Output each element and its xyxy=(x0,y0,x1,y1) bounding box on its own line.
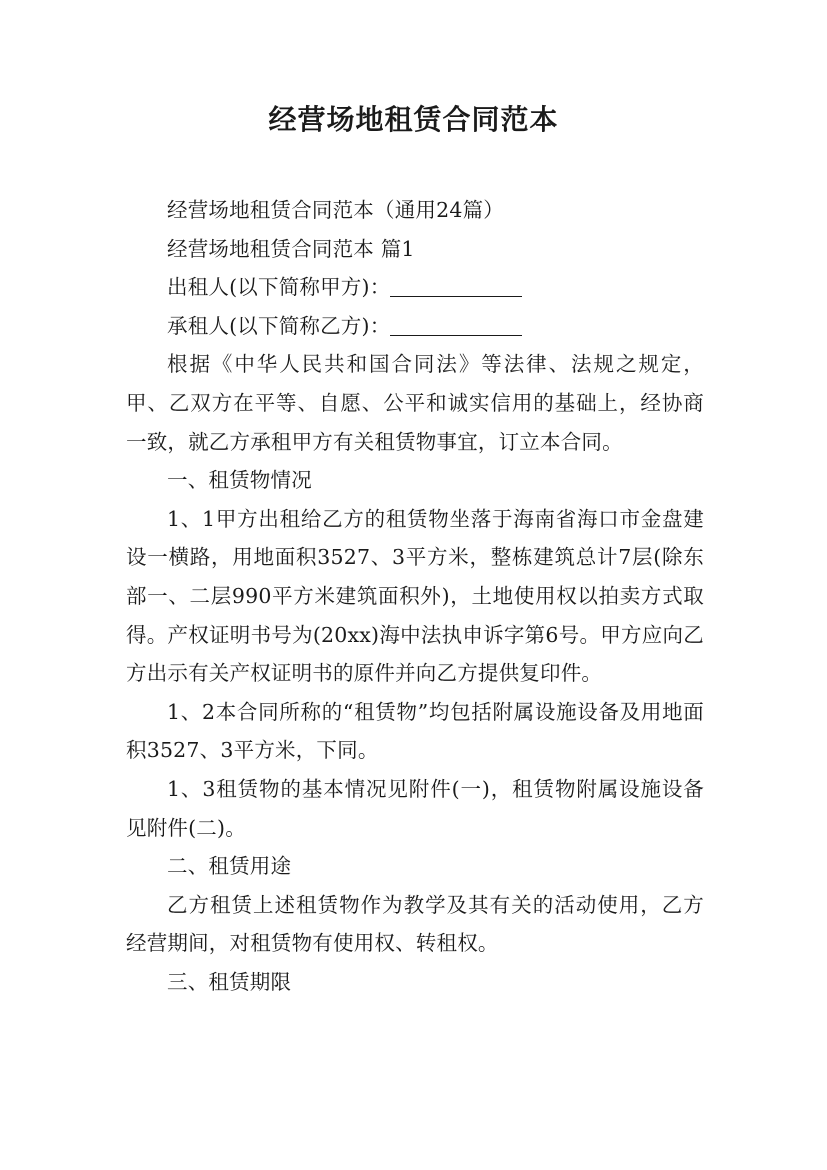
document-body xyxy=(126,191,704,1001)
document-title: 经营场地租赁合同范本 xyxy=(268,103,559,136)
lessee-label: 承租人(以下简称乙方)： xyxy=(167,313,391,338)
clause-1-1: 1、1甲方出租给乙方的租赁物坐落于海南省海口市金盘建设一横路，用地面积3527、3平方米，整栋建筑总计7层(除东部一、二层990平方米建筑面积外)，土地使用权以拍卖方式取得。产权证明书号为(20xx)海中法执申诉字第6号。甲方应向乙方出示有关产权证明书的原件并向乙方提供复印件。 xyxy=(126,506,704,686)
clause-lease-purpose: 乙方租赁上述租赁物作为教学及其有关的活动使用，乙方经营期间，对租赁物有使用权、转租权。 xyxy=(126,892,704,956)
paragraph-lessee xyxy=(126,307,704,346)
paragraph-section-heading: 经营场地租赁合同范本 篇1 xyxy=(167,236,415,261)
lessee-blank-line xyxy=(390,313,522,336)
paragraph-preamble: 根据《中华人民共和国合同法》等法律、法规之规定，甲、乙双方在平等、自愿、公平和诚实信用的基础上，经协商一致，就乙方承租甲方有关租赁物事宜，订立本合同。 xyxy=(126,352,704,454)
clause-1-3: 1、3租赁物的基本情况见附件(一)，租赁物附属设施设备见附件(二)。 xyxy=(126,776,704,840)
paragraph-subtitle: 经营场地租赁合同范本（通用24篇） xyxy=(167,198,504,222)
clause-1-2: 1、2本合同所称的“租赁物”均包括附属设施设备及用地面积3527、3平方米，下同。 xyxy=(126,699,704,763)
heading-lease-purpose: 二、租赁用途 xyxy=(167,854,292,879)
heading-leased-property: 一、租赁物情况 xyxy=(167,468,312,493)
heading-lease-term: 三、租赁期限 xyxy=(167,969,292,994)
lessor-label: 出租人(以下简称甲方)： xyxy=(167,275,391,300)
paragraph-lessor xyxy=(126,268,704,307)
lessor-blank-line xyxy=(390,274,522,297)
